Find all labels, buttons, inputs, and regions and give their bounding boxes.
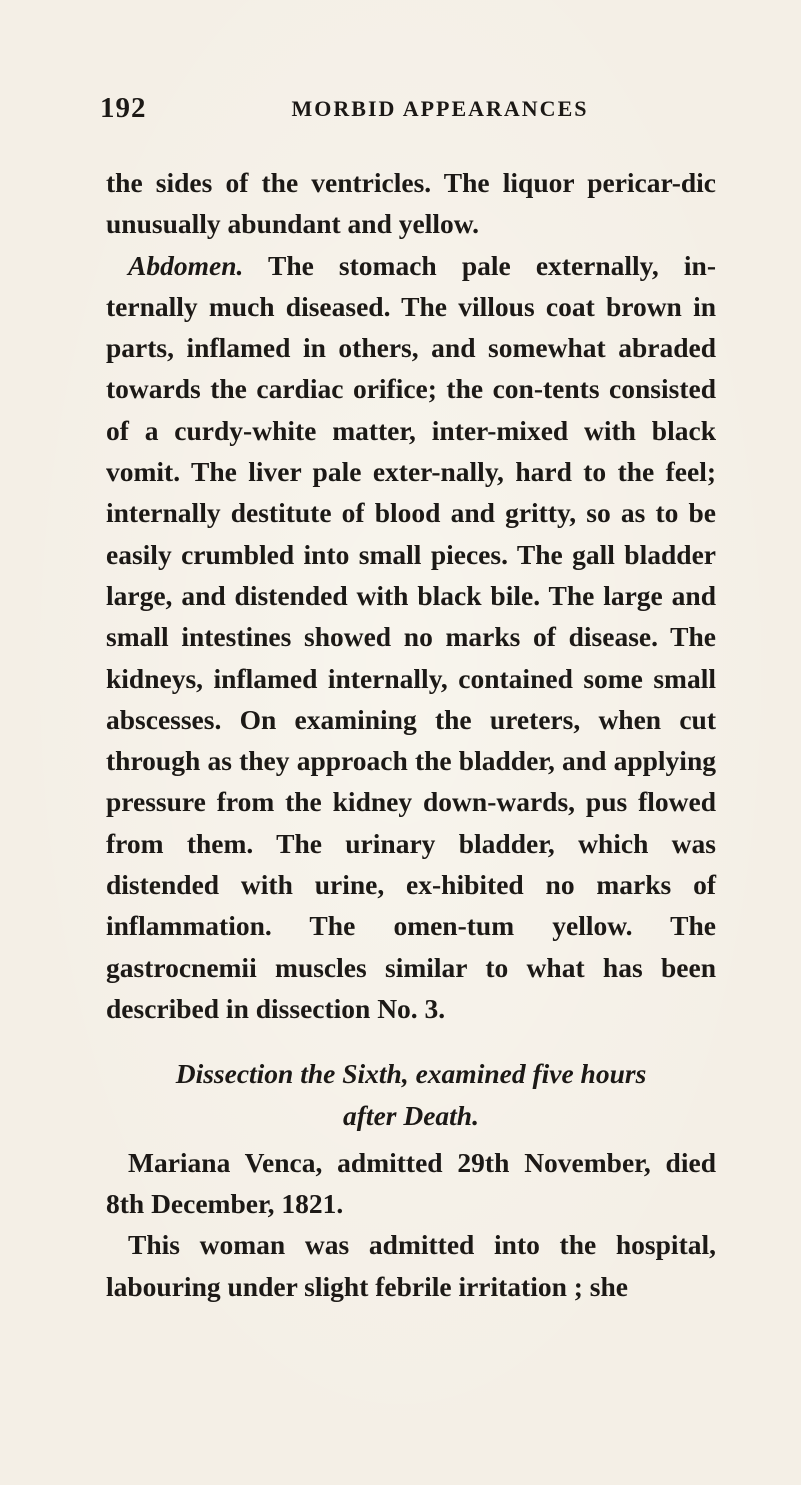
- body-text: [106, 162, 716, 1307]
- heading-line-1: Dissection the Sixth, examined five hours: [175, 1058, 647, 1090]
- paragraph-patient: Mariana Venca, admitted 29th November, died 8th December, 1821.: [106, 1146, 716, 1220]
- abdomen-text: The stomach pale externally, in-ternally much diseased. The villous coat brown in parts, inflamed in others, and somewhat abraded towards the cardiac orifice; the con-tents consisted of a curdy-white matter, inter-mixed with black vomit. The liver pale exter-nally, hard to the feel; internally destitute of blood and gritty, so as to be easily crumbled into small pieces. The gall bladder large, and distended with black bile. The large and small intestines showed no marks of disease. The kidneys, inflamed internally, contained some small abscesses. On examining the ureters, when cut through as they approach the bladder, and applying pressure from the kidney down-wards, pus flowed from them. The urinary bladder, which was distended with urine, ex-hibited no marks of inflammation. The omen-tum yellow. The gastrocnemii muscles similar to what has been described in dissection No. 3.: [106, 249, 716, 1024]
- page-number: 192: [100, 92, 147, 124]
- running-head: [100, 92, 710, 132]
- section-heading: [106, 1053, 716, 1136]
- paragraph-abdomen: [106, 245, 716, 1030]
- running-title: MORBID APPEARANCES: [291, 96, 589, 121]
- paragraph-ventricles: the sides of the ventricles. The liquor pericar-dic unusually abundant and yellow.: [106, 167, 716, 240]
- paragraph-admission: This woman was admitted into the hospital, labouring under slight febrile irritation ; she: [106, 1229, 716, 1302]
- abdomen-label: Abdomen.: [128, 249, 244, 281]
- heading-line-2: after Death.: [343, 1099, 479, 1131]
